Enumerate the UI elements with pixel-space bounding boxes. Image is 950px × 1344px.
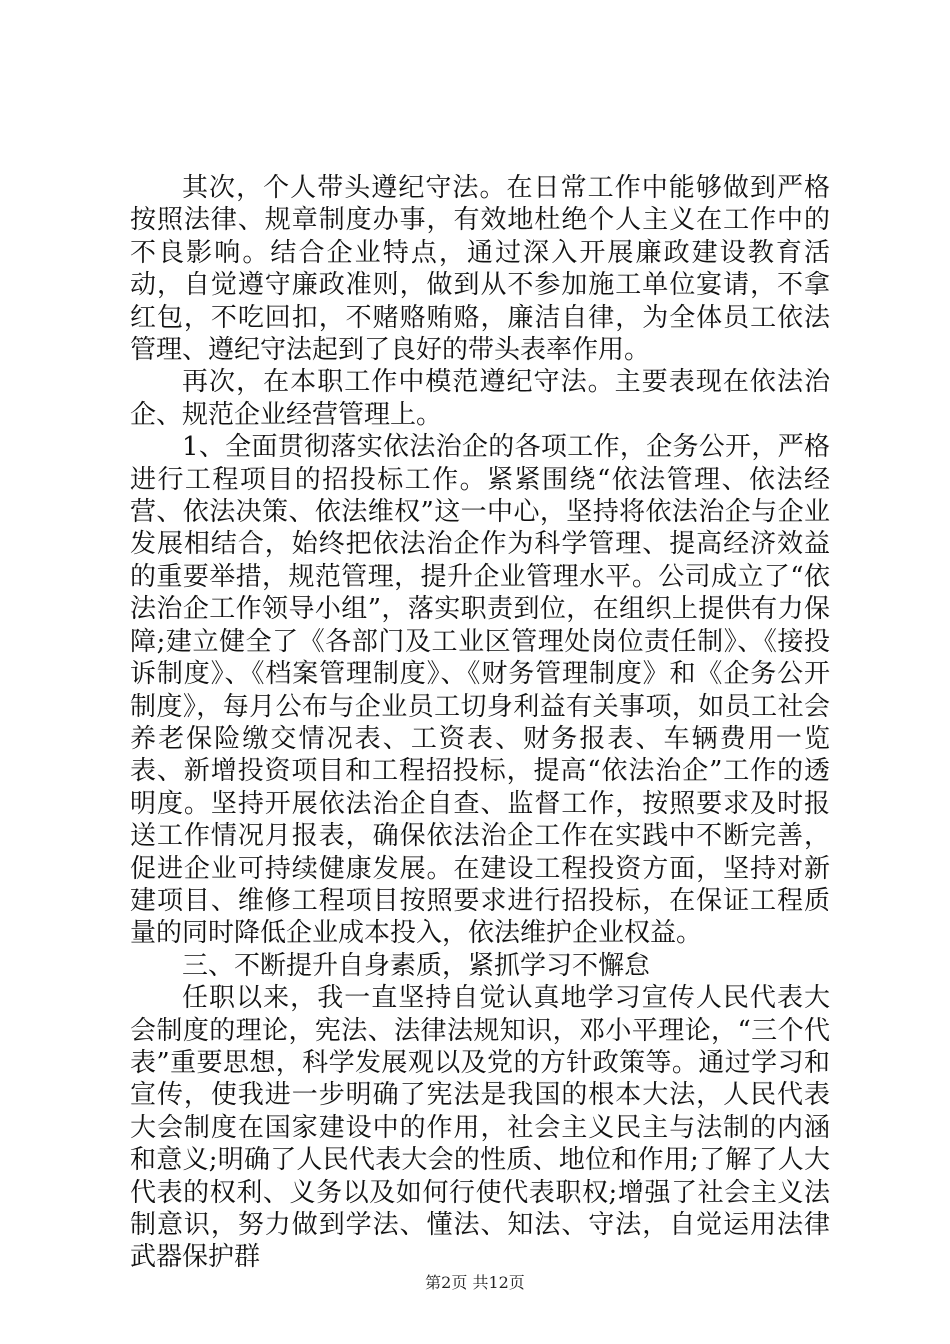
- paragraph: 任职以来，我一直坚持自觉认真地学习宣传人民代表大会制度的理论，宪法、法律法规知识，邓小平理论，“三个代表”重要思想，科学发展观以及党的方针政策等。通过学习和宣传，使我进一步明确了宪法是我国的根本大法，人民代表大会制度在国家建设中的作用，社会主义民主与法制的内涵和意义;明确了人民代表大会的性质、地位和作用;了解了人大代表的权利、义务以及如何行使代表职权;增强了社会主义法制意识，努力做到学法、懂法、知法、守法，自觉运用法律武器保护群: [130, 983, 830, 1273]
- section-heading: 三、不断提升自身素质，紧抓学习不懈怠: [182, 950, 651, 981]
- page-footer: 第2页 共12页: [425, 1273, 525, 1292]
- paragraph: 1、全面贯彻落实依法治企的各项工作，企务公开，严格进行工程项目的招投标工作。紧紧围绕“依法管理、依法经营、依法决策、依法维权”这一中心，坚持将依法治企与企业发展相结合，始终把依法治企作为科学管理、提高经济效益的重要举措，规范管理，提升企业管理水平。公司成立了“依法治企工作领导小组”，落实职责到位，在组织上提供有力保障;建立健全了《各部门及工业区管理处岗位责任制》、《接投诉制度》、《档案管理制度》、《财务管理制度》和《企务公开制度》，每月公布与企业员工切身利益有关事项，如员工社会养老保险缴交情况表、工资表、财务报表、车辆费用一览表、新增投资项目和工程招投标，提高“依法治企”工作的透明度。坚持开展依法治企自查、监督工作，按照要求及时报送工作情况月报表，确保依法治企工作在实践中不断完善，促进企业可持续健康发展。在建设工程投资方面，坚持对新建项目、维修工程项目按照要求进行招投标，在保证工程质量的同时降低企业成本投入，依法维护企业权益。: [130, 432, 830, 949]
- paragraph: 其次，个人带头遵纪守法。在日常工作中能够做到严格按照法律、规章制度办事，有效地杜绝个人主义在工作中的不良影响。结合企业特点，通过深入开展廉政建设教育活动，自觉遵守廉政准则，做到从不参加施工单位宴请，不拿红包，不吃回扣，不赌赂贿赂，廉洁自律，为全体员工依法管理、遵纪守法起到了良好的带头表率作用。: [130, 173, 830, 366]
- paragraph: 再次，在本职工作中模范遵纪守法。主要表现在依法治企、规范企业经营管理上。: [130, 367, 830, 430]
- body-text: [130, 172, 830, 1274]
